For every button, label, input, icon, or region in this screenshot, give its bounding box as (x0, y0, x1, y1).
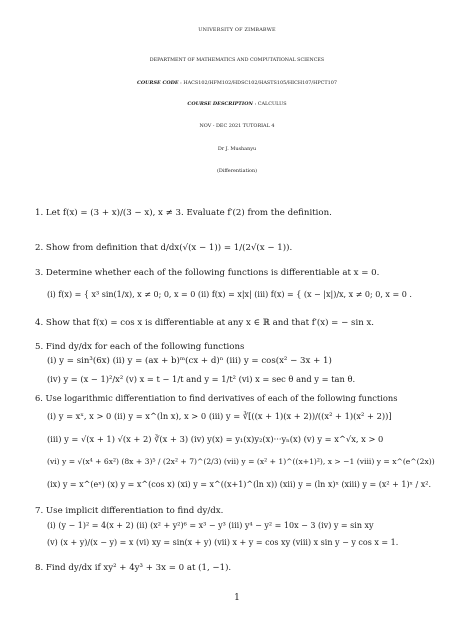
question-7-row-1: (i) (y − 1)² = 4(x + 2) (ii) (x² + y²)⁶ = x³ − y³ (iii) y⁴ − y² = 10x − 3 (iv) y = sin xy (47, 521, 374, 530)
question-7-row-2: (v) (x + y)/(x − y) = x (vi) xy = sin(x + y) (vii) x + y = cos xy (viii) x sin y − y cos x = 1. (47, 538, 399, 547)
question-2: 2. Show from definition that d/dx(√(x − 1)) = 1/(2√(x − 1)). (35, 243, 293, 253)
topic-subtitle: (Differentiation) (216, 168, 258, 174)
university-title: UNIVERSITY OF ZIMBABWE (198, 27, 276, 33)
course-code-line (0, 80, 474, 86)
question-6-row-3: (vi) y = √(x⁴ + 6x²) (8x + 3)⁵ / (2x² + 7)^(2/3) (vii) y = (x² + 1)^((x+1)²), x > −1 (viii) y = x^(e^(2x)) (47, 457, 435, 466)
question-6-row-2: (iii) y = √(x + 1) √(x + 2) ∛(x + 3) (iv) y(x) = y₁(x)y₂(x)···yₙ(x) (v) y = x^√x, x > 0 (47, 434, 384, 444)
question-3: 3. Determine whether each of the following functions is differentiable at x = 0. (35, 268, 380, 278)
question-6-row-4: (ix) y = x^(eˣ) (x) y = x^(cos x) (xi) y = x^((x+1)^(ln x)) (xii) y = (ln x)ˣ (xiii) y = (x² + 1)ˣ / x². (47, 480, 431, 489)
question-5: 5. Find dy/dx for each of the following functions (35, 342, 245, 352)
course-description-label: COURSE DESCRIPTION (187, 101, 253, 107)
question-5-row-2: (iv) y = (x − 1)²/x² (v) x = t − 1/t and y = 1/t² (vi) x = sec θ and y = tan θ. (47, 374, 356, 384)
question-6-row-1: (i) y = xˣ, x > 0 (ii) y = x^(ln x), x > 0 (iii) y = ∛[((x + 1)(x + 2))/((x² + 1)(x² + 2))] (47, 411, 392, 421)
question-7: 7. Use implicit differentiation to find dy/dx. (35, 506, 224, 516)
page-number: 1 (234, 593, 240, 603)
question-1: 1. Let f(x) = (3 + x)/(3 − x), x ≠ 3. Evaluate f′(2) from the definition. (35, 208, 332, 218)
question-5-row-1: (i) y = sin³(6x) (ii) y = (ax + b)ᵐ(cx + d)ⁿ (iii) y = cos(x² − 3x + 1) (47, 356, 332, 366)
lecturer-name: Dr J. Mushanyu (217, 146, 257, 152)
question-6: 6. Use logarithmic differentiation to find derivatives of each of the following functions (35, 393, 398, 403)
session-line: NOV - DEC 2021 TUTORIAL 4 (199, 123, 275, 129)
course-code-value: : HACS102/HFM102/HDSC102/HASTS105/HICH107/HPCT107 (180, 80, 337, 86)
question-3-parts: (i) f(x) = { x³ sin(1/x), x ≠ 0; 0, x = 0 (ii) f(x) = x|x| (iii) f(x) = { (x − |x|)/x, x ≠ 0; 0, x = 0 . (47, 290, 412, 299)
department-title: DEPARTMENT OF MATHEMATICS AND COMPUTATIONAL SCIENCES (149, 58, 325, 63)
course-description-line (0, 101, 474, 107)
course-code-label: COURSE CODE (137, 80, 179, 86)
question-8: 8. Find dy/dx if xy² + 4y³ + 3x = 0 at (1, −1). (35, 563, 232, 573)
question-4: 4. Show that f(x) = cos x is differentiable at any x ∈ ℝ and that f′(x) = − sin x. (35, 318, 375, 328)
course-description-value: : CALCULUS (254, 101, 287, 107)
